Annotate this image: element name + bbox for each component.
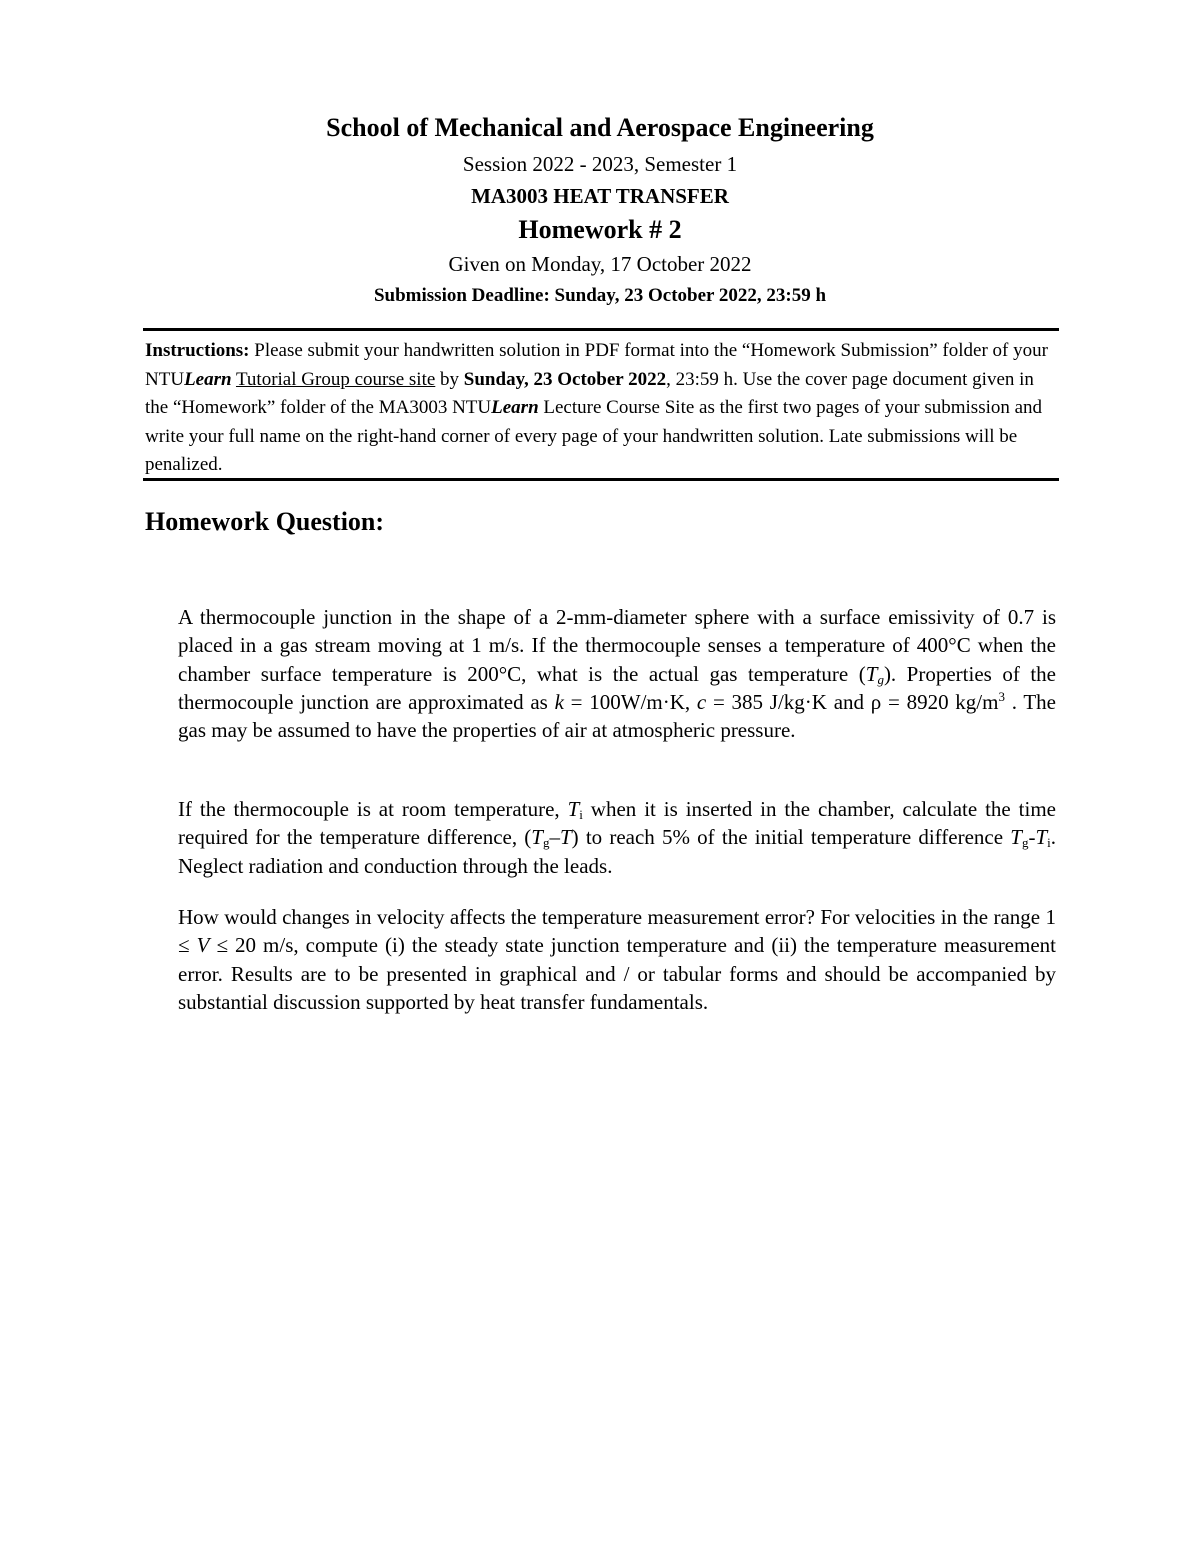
q1-tg-symbol: T	[865, 661, 878, 686]
given-date: Given on Monday, 17 October 2022	[448, 252, 752, 276]
q2-text-a: If the thermocouple is at room temperature,	[178, 797, 568, 821]
q2-ti-symbol: T	[567, 797, 580, 821]
q2-t1-subscript: g	[542, 835, 550, 851]
q1-text-d: = 385 J/kg·K and ρ = 8920 kg/m	[706, 689, 999, 714]
instructions-label: Instructions:	[145, 340, 250, 361]
question-paragraph-2	[178, 795, 1056, 880]
question-paragraph-1	[178, 603, 1056, 744]
q2-t1-symbol: T	[531, 825, 543, 850]
q3-v-symbol: V	[196, 933, 210, 958]
q1-c-symbol: c	[696, 689, 707, 714]
q1-text-b: ). Properties of the thermocouple junction are approximated as	[178, 661, 1056, 714]
question-paragraph-3	[178, 903, 1056, 1016]
q1-text-c: = 100W/m·K,	[563, 689, 697, 714]
q1-text-a: A thermocouple junction in the shape of a 2-mm-diameter sphere with a surface emissivity of 0.7 is placed in a gas stream moving at 1 m/s. If the thermocouple senses a temperature of 400°C when the chamber surface temperature is 200°C, what is the actual gas temperature (	[178, 605, 1056, 686]
instructions-box	[143, 328, 1059, 481]
instructions-part-3: , 23:59 h. Use the cover page document given in the “Homework” folder of the MA3003 NTU	[145, 368, 1034, 418]
school-title: School of Mechanical and Aerospace Engineering	[326, 113, 874, 142]
q1-cubed-superscript: 3	[998, 688, 1005, 704]
instructions-text	[143, 337, 1059, 480]
q2-t4-symbol: T	[1035, 825, 1048, 850]
ntulearn-label-2: Learn	[491, 397, 539, 418]
q2-text-b: when it is inserted in the chamber, calculate the time required for the temperature difference, (	[178, 797, 1056, 850]
instructions-part-1: Please submit your handwritten solution in PDF format into the “Homework Submission” folder of your NTU	[145, 340, 1048, 390]
submission-deadline: Submission Deadline: Sunday, 23 October 2022, 23:59 h	[373, 285, 827, 306]
course-title: MA3003 HEAT TRANSFER	[471, 184, 729, 208]
q3-text-a: How would changes in velocity affects the temperature measurement error? For velocities in the range 1 ≤	[178, 905, 1056, 958]
q2-text-d: . Neglect radiation and conduction through the leads.	[178, 825, 1056, 878]
q2-t3-subscript: g	[1021, 835, 1029, 851]
ntulearn-label-1: Learn	[184, 368, 232, 390]
q2-text-c: ) to reach 5% of the initial temperature difference	[571, 825, 1011, 850]
q1-text-e: . The gas may be assumed to have the properties of air at atmospheric pressure.	[178, 689, 1056, 743]
q2-hyphen: -	[1028, 825, 1036, 850]
section-title: Homework Question:	[145, 507, 385, 536]
instructions-part-4: Lecture Course Site as the first two pages of your submission and write your full name on the right-hand corner of every page of your handwritten solution. Late submissions will be penalized.	[145, 397, 1043, 475]
q2-t4-subscript: i	[1047, 835, 1051, 851]
q2-t2-symbol: T	[559, 825, 572, 850]
q2-ti-subscript: i	[579, 807, 583, 822]
session-line: Session 2022 - 2023, Semester 1	[462, 152, 738, 176]
document-header	[0, 110, 1200, 312]
instructions-part-2: by	[435, 368, 464, 390]
q2-dash: –	[549, 825, 560, 850]
homework-title: Homework # 2	[518, 215, 682, 244]
q1-tg-subscript: g	[877, 671, 884, 687]
tutorial-group-course-site-link[interactable]: Tutorial Group course site	[235, 368, 436, 390]
q3-text-b: ≤ 20 m/s, compute (i) the steady state junction temperature and (ii) the temperature measurement error. Results are to be presented in graphical and / or tabular forms and should be accompanied by substantial discussion supported by heat transfer fundamentals.	[178, 933, 1056, 1014]
q1-k-symbol: k	[554, 689, 564, 714]
q2-t3-symbol: T	[1010, 825, 1022, 850]
instructions-deadline: Sunday, 23 October 2022	[463, 368, 667, 390]
